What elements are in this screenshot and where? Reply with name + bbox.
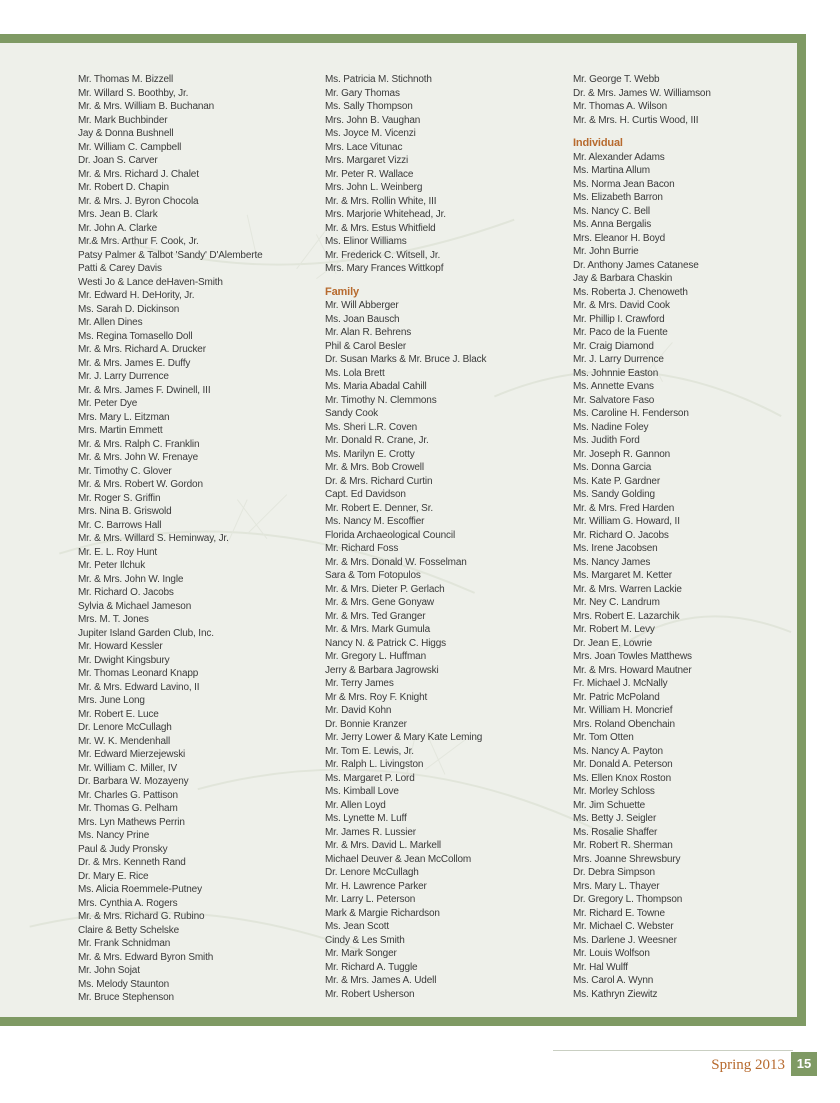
donor-name: Ms. Anna Bergalis [573, 219, 652, 230]
donor-name: Phil & Carol Besler [325, 340, 407, 352]
donor-name: Mr. Terry James [325, 678, 394, 689]
donor-name: Ms. Jean Scott [325, 921, 390, 932]
donor-name: Mr. Richard A. Tuggle [325, 961, 418, 973]
donor-name: Capt. Ed Davidson [325, 489, 406, 500]
donor-name: Mr. J. Larry Durrence [573, 354, 664, 365]
donor-name: Nancy N. & Patrick C. Higgs [325, 637, 446, 649]
donor-name: Mr. Thomas A. Wilson [573, 101, 668, 112]
donor-name: Mr. William H. Moncrief [573, 705, 673, 716]
donor-name: Mr. Peter Dye [78, 398, 138, 409]
donor-name: Mr. Gary Thomas [325, 87, 400, 99]
donor-name: Mr. & Mrs. Richard G. Rubino [78, 911, 205, 922]
donor-name: Mr. Richard Foss [325, 543, 399, 554]
donor-name: Paul & Judy Pronsky [78, 843, 168, 855]
donor-name: Mrs. Jean B. Clark [78, 209, 158, 220]
donor-name: Mr. William C. Miller, IV [78, 762, 178, 774]
donor-name: Dr. & Mrs. James W. Williamson [573, 87, 711, 99]
donor-name: Mr. & Mrs. Dieter P. Gerlach [325, 583, 445, 595]
donor-name: Mr. Donald A. Peterson [573, 759, 673, 770]
donor-name: Mrs. Robert E. Lazarchik [573, 610, 680, 622]
donor-name: Dr. Debra Simpson [573, 867, 655, 878]
donor-name: Mrs. John B. Vaughan [325, 114, 421, 126]
donor-name: Mr. Larry L. Peterson [325, 894, 416, 905]
donor-name: Mrs. Eleanor H. Boyd [573, 232, 666, 244]
donor-name: Mr. & Mrs. David L. Markell [325, 840, 441, 851]
donor-name: Dr. Anthony James Catanese [573, 259, 699, 271]
donor-name: Mr. Salvatore Faso [573, 394, 655, 406]
donor-name: Mr. & Mrs. Mark Gumula [325, 624, 431, 635]
donor-name: Mr. & Mrs. Edward Byron Smith [78, 951, 214, 963]
donor-name: Ms. Margaret P. Lord [325, 772, 415, 784]
donor-name: Mr. & Mrs. Richard A. Drucker [78, 344, 206, 355]
donor-name: Mr. H. Lawrence Parker [325, 880, 427, 892]
donor-name: Mr. Tom Otten [573, 732, 634, 743]
donor-name: Mr. Richard E. Towne [573, 907, 665, 919]
donor-name: Mr. James R. Lussier [325, 826, 416, 838]
donor-name: Ms. Nancy A. Payton [573, 745, 663, 757]
donor-name: Mr. David Kohn [325, 705, 392, 716]
donor-name: Mr. Timothy C. Glover [78, 465, 172, 477]
donor-name: Mr. Robert Usherson [325, 988, 415, 1000]
donor-name: Ms. Lynette M. Luff [325, 813, 407, 824]
column-2-list [325, 73, 486, 276]
donor-name: Mr. William G. Howard, II [573, 516, 680, 527]
donor-name: Ms. Elinor Williams [325, 236, 407, 247]
donor-name: Mr. Morley Schloss [573, 786, 655, 797]
donor-name: Dr. Joan S. Carver [78, 155, 158, 166]
donor-name: Ms. Martina Allum [573, 165, 650, 176]
donor-name: Mr. Dwight Kingsbury [78, 654, 170, 666]
donor-name: Mr. & Mrs. Ralph C. Franklin [78, 438, 200, 450]
donor-name: Mr. & Mrs. Richard J. Chalet [78, 168, 199, 180]
donor-name: Mr. & Mrs. Estus Whitfield [325, 222, 436, 234]
donor-name: Mr. Roger S. Griffin [78, 492, 161, 504]
donor-name: Mr. & Mrs. James E. Duffy [78, 357, 191, 369]
donor-name: Mr. Peter Ilchuk [78, 560, 146, 571]
donor-name: Mr. & Mrs. John W. Frenaye [78, 452, 199, 463]
donor-name: Mr. & Mrs. Bob Crowell [325, 462, 424, 473]
donor-name: Mr. Edward H. DeHority, Jr. [78, 290, 195, 301]
donor-name: Mr. Gregory L. Huffman [325, 651, 426, 662]
donor-name: Mr. & Mrs. William B. Buchanan [78, 101, 215, 112]
donor-name: Mr. & Mrs. Willard S. Heminway, Jr. [78, 533, 229, 544]
donor-name: Dr. Gregory L. Thompson [573, 894, 683, 905]
donor-name: Mr. Louis Wolfson [573, 948, 650, 959]
donor-name: Ms. Caroline H. Fenderson [573, 408, 689, 419]
donor-name: Mr. E. L. Roy Hunt [78, 546, 157, 558]
donor-name: Mr. Thomas G. Pelham [78, 803, 178, 814]
donor-name: Mr. Mark Songer [325, 948, 397, 959]
donor-name: Mr. Frederick C. Witsell, Jr. [325, 249, 441, 261]
donor-name: Mr. Richard O. Jacobs [78, 587, 174, 598]
donor-name: Mr. Richard O. Jacobs [573, 529, 669, 541]
donor-name: Ms. Patricia M. Stichnoth [325, 74, 432, 85]
donor-name: Mr. Hal Wulff [573, 961, 628, 973]
family-heading: Family [325, 285, 359, 298]
donor-name: Mrs. Joanne Shrewsbury [573, 853, 681, 865]
donor-name: Sara & Tom Fotopulos [325, 570, 421, 581]
donor-name: Ms. Elizabeth Barron [573, 192, 663, 203]
donor-name: Mr. Timothy N. Clemmons [325, 394, 437, 406]
donor-name: Mr. Phillip I. Crawford [573, 313, 665, 325]
donor-name: Florida Archaeological Council [325, 529, 456, 541]
donor-name: Mark & Margie Richardson [325, 907, 440, 919]
donor-name: Mr. Robert E. Luce [78, 708, 159, 720]
donor-name: Mr. Donald R. Crane, Jr. [325, 435, 429, 446]
donor-name: Mr. & Mrs. Ted Granger [325, 610, 426, 622]
donor-name: Mr. Allen Dines [78, 317, 143, 328]
donor-name: Mr. Michael C. Webster [573, 921, 674, 932]
column-3 [573, 73, 711, 1001]
donor-name: Mr. Craig Diamond [573, 340, 654, 352]
donor-name: Ms. Norma Jean Bacon [573, 178, 675, 190]
donor-name: Mr. Jerry Lower & Mary Kate Leming [325, 732, 483, 743]
donor-name: Mr. Peter R. Wallace [325, 168, 414, 180]
donor-name: Dr. Lenore McCullagh [78, 722, 172, 733]
donor-name: Mr. Robert R. Sherman [573, 840, 673, 851]
donor-name: Dr. Jean E. Lowrie [573, 637, 653, 649]
donor-name: Mr. & Mrs. James A. Udell [325, 975, 437, 986]
donor-name: Fr. Michael J. McNally [573, 678, 668, 689]
donor-name: Mr. & Mrs. John W. Ingle [78, 573, 184, 585]
donor-name: Mr. Charles G. Pattison [78, 789, 178, 801]
donor-name: Mr. Tom E. Lewis, Jr. [325, 745, 414, 757]
donor-name: Mrs. Mary L. Thayer [573, 880, 660, 892]
donor-name: Mr. Alan R. Behrens [325, 327, 412, 338]
donor-name: Ms. Nancy C. Bell [573, 205, 650, 217]
donor-name: Mr. Bruce Stephenson [78, 992, 174, 1003]
donor-name: Dr. & Mrs. Kenneth Rand [78, 857, 186, 868]
donor-name: Mrs. Martin Emmett [78, 425, 163, 436]
donor-name: Mr. & Mrs. Rollin White, III [325, 195, 437, 207]
donor-name: Ms. Darlene J. Weesner [573, 934, 677, 946]
donor-name: Mr. John Burrie [573, 246, 639, 257]
donor-name: Mr. Joseph R. Gannon [573, 448, 671, 460]
donor-name: Mr. John A. Clarke [78, 222, 157, 234]
donor-name: Ms. Carol A. Wynn [573, 975, 654, 986]
donor-name: Sandy Cook [325, 408, 378, 419]
donor-name: Dr. Mary E. Rice [78, 870, 149, 882]
donor-name: Mr. J. Larry Durrence [78, 371, 169, 382]
donor-name: Mr. Allen Loyd [325, 799, 386, 811]
donor-name: Michael Deuver & Jean McCollom [325, 853, 472, 865]
donor-name: Ms. Kimball Love [325, 786, 399, 797]
donor-name: Mrs. Nina B. Griswold [78, 506, 172, 517]
donor-list-panel [0, 34, 806, 1026]
donor-name: Mr. Robert M. Levy [573, 624, 655, 635]
donor-name: Mr. Frank Schnidman [78, 938, 171, 949]
donor-name: Ms. Betty J. Seigler [573, 813, 657, 824]
donor-name: Mr.& Mrs. Arthur F. Cook, Jr. [78, 236, 199, 247]
family-list [325, 299, 486, 1001]
donor-name: Ms. Joan Bausch [325, 313, 400, 325]
donor-name: Mr. Thomas M. Bizzell [78, 74, 174, 85]
donor-name: Mr. & Mrs. Fred Harden [573, 502, 675, 514]
donor-name: Mr. Ralph L. Livingston [325, 759, 424, 770]
footer-rule [553, 1050, 793, 1051]
donor-name: Sylvia & Michael Jameson [78, 600, 192, 612]
donor-name: Mr & Mrs. Roy F. Knight [325, 691, 428, 703]
donor-name: Mr. Paco de la Fuente [573, 327, 668, 338]
donor-name: Ms. Nadine Foley [573, 421, 649, 433]
donor-name: Ms. Nancy M. Escoffier [325, 516, 425, 527]
donor-name: Ms. Sally Thompson [325, 101, 413, 112]
donor-name: Ms. Regina Tomasello Doll [78, 330, 193, 342]
donor-name: Ms. Johnnie Easton [573, 367, 659, 379]
donor-name: Ms. Margaret M. Ketter [573, 570, 672, 581]
donor-name: Mr. Howard Kessler [78, 641, 163, 652]
donor-name: Mr. Mark Buchbinder [78, 114, 168, 126]
donor-name: Dr. Lenore McCullagh [325, 867, 419, 878]
donor-name: Mr. & Mrs. Robert W. Gordon [78, 479, 203, 490]
donor-name: Ms. Nancy James [573, 556, 651, 568]
donor-name: Ms. Joyce M. Vicenzi [325, 128, 416, 139]
donor-name: Ms. Maria Abadal Cahill [325, 381, 427, 392]
donor-name: Ms. Irene Jacobsen [573, 543, 658, 554]
donor-name: Ms. Nancy Prine [78, 830, 150, 841]
donor-name: Jupiter Island Garden Club, Inc. [78, 627, 214, 639]
donor-name: Ms. Donna Garcia [573, 462, 652, 473]
donor-name: Mrs. June Long [78, 695, 145, 706]
donor-name: Patsy Palmer & Talbot 'Sandy' D'Alemberte [78, 249, 263, 261]
donor-name: Jay & Barbara Chaskin [573, 273, 673, 284]
donor-name: Ms. Rosalie Shaffer [573, 826, 658, 838]
donor-name: Mr. & Mrs. Edward Lavino, II [78, 681, 200, 693]
donor-name: Mrs. Mary Frances Wittkopf [325, 263, 444, 274]
donor-name: Mr. & Mrs. J. Byron Chocola [78, 195, 199, 207]
donor-name: Mr. John Sojat [78, 965, 140, 976]
donor-name: Mrs. Margaret Vizzi [325, 155, 409, 166]
donor-name: Mr. Ney C. Landrum [573, 597, 660, 608]
donor-name: Ms. Annette Evans [573, 381, 654, 392]
donor-name: Dr. Susan Marks & Mr. Bruce J. Black [325, 354, 487, 365]
donor-name: Jerry & Barbara Jagrowski [325, 664, 439, 676]
donor-name: Ms. Alicia Roemmele-Putney [78, 884, 202, 895]
donor-name: Mrs. Cynthia A. Rogers [78, 897, 178, 909]
donor-name: Ms. Lola Brett [325, 367, 385, 379]
donor-name: Mr. W. K. Mendenhall [78, 735, 171, 747]
donor-name: Mr. Will Abberger [325, 300, 399, 311]
donor-name: Mrs. Mary L. Eitzman [78, 411, 170, 423]
donor-name: Cindy & Les Smith [325, 934, 405, 946]
donor-name: Mr. Robert D. Chapin [78, 182, 169, 193]
donor-name: Patti & Carey Davis [78, 263, 162, 274]
individual-heading: Individual [573, 137, 623, 149]
donor-name: Ms. Kathryn Ziewitz [573, 988, 658, 1000]
donor-name: Mr. Thomas Leonard Knapp [78, 668, 199, 679]
donor-name: Mr. C. Barrows Hall [78, 519, 162, 531]
donor-name: Mrs. Joan Towles Matthews [573, 651, 692, 662]
donor-name: Ms. Sandy Golding [573, 489, 655, 500]
donor-name: Dr. Bonnie Kranzer [325, 718, 407, 730]
donor-name: Mrs. Marjorie Whitehead, Jr. [325, 209, 446, 220]
donor-name: Ms. Sheri L.R. Coven [325, 421, 418, 433]
donor-name: Mr. & Mrs. H. Curtis Wood, III [573, 114, 699, 126]
column-3-list [573, 73, 711, 127]
donor-name: Mr. William C. Campbell [78, 141, 182, 153]
donor-name: Mrs. Roland Obenchain [573, 718, 675, 730]
donor-name: Ms. Sarah D. Dickinson [78, 303, 180, 315]
donor-name: Mr. & Mrs. David Cook [573, 300, 670, 311]
donor-name: Ms. Marilyn E. Crotty [325, 448, 415, 460]
page-number: 15 [791, 1052, 817, 1076]
donor-name: Dr. & Mrs. Richard Curtin [325, 475, 433, 487]
donor-name: Mrs. M. T. Jones [78, 614, 149, 625]
donor-name: Mrs. Lyn Mathews Perrin [78, 816, 185, 828]
column-1 [78, 73, 262, 1005]
donor-name: Mrs. John L. Weinberg [325, 182, 423, 193]
donor-name: Ms. Kate P. Gardner [573, 475, 661, 487]
donor-name: Mr. Patric McPoland [573, 691, 660, 703]
donor-name: Mr. Robert E. Denner, Sr. [325, 502, 433, 514]
donor-name: Mr. & Mrs. Gene Gonyaw [325, 597, 434, 608]
donor-name: Mr. Alexander Adams [573, 151, 665, 163]
donor-name: Ms. Roberta J. Chenoweth [573, 286, 688, 298]
donor-name: Dr. Barbara W. Mozayeny [78, 776, 189, 787]
donor-name: Mr. & Mrs. Warren Lackie [573, 583, 682, 595]
individual-list [573, 151, 711, 1002]
donor-name: Mr. & Mrs. Donald W. Fosselman [325, 556, 467, 568]
donor-name: Westi Jo & Lance deHaven-Smith [78, 276, 223, 288]
issue-label: Spring 2013 [711, 1057, 785, 1073]
donor-name: Mr. & Mrs. James F. Dwinell, III [78, 384, 211, 396]
donor-name: Ms. Judith Ford [573, 435, 640, 446]
donor-name: Mrs. Lace Vitunac [325, 141, 403, 153]
donor-name: Jay & Donna Bushnell [78, 128, 174, 139]
donor-name: Mr. & Mrs. Howard Mautner [573, 664, 692, 676]
column-2 [325, 73, 486, 1001]
donor-name: Mr. George T. Webb [573, 74, 660, 85]
donor-name: Claire & Betty Schelske [78, 924, 180, 936]
donor-name: Mr. Edward Mierzejewski [78, 749, 186, 760]
donor-name: Mr. Jim Schuette [573, 799, 646, 811]
donor-name: Ms. Melody Staunton [78, 978, 170, 990]
donor-name: Mr. Willard S. Boothby, Jr. [78, 87, 189, 99]
donor-name: Ms. Ellen Knox Roston [573, 772, 672, 784]
